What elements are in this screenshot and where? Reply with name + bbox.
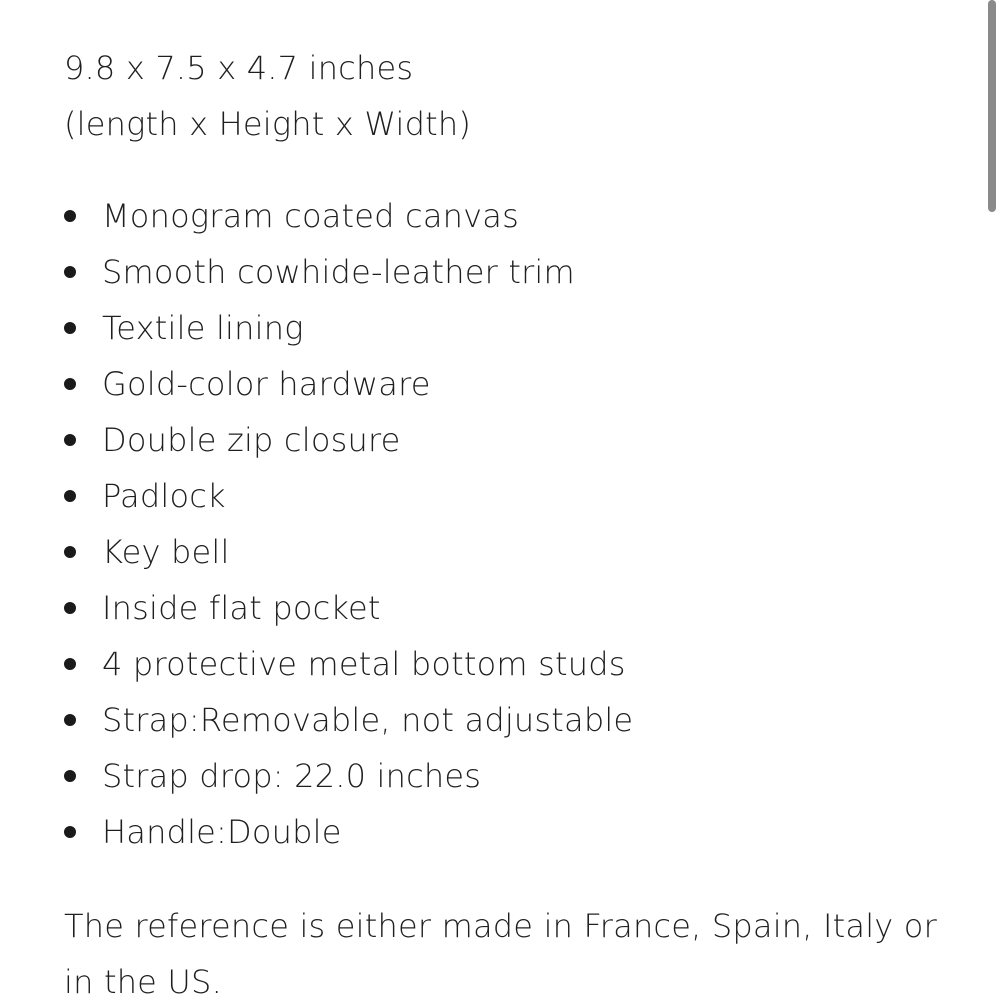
feature-label: Textile lining <box>102 309 304 347</box>
list-item <box>64 244 633 300</box>
list-item <box>64 524 633 580</box>
bullet-icon <box>64 714 76 726</box>
bullet-icon <box>64 602 76 614</box>
list-item <box>64 468 633 524</box>
bullet-icon <box>64 378 76 390</box>
list-item <box>64 636 633 692</box>
bullet-icon <box>64 434 76 446</box>
list-item <box>64 188 633 244</box>
feature-label: Handle:Double <box>102 813 342 851</box>
list-item <box>64 356 633 412</box>
scrollbar-thumb[interactable] <box>988 0 996 212</box>
list-item <box>64 804 633 860</box>
list-item <box>64 692 633 748</box>
feature-label: Double zip closure <box>102 421 401 459</box>
bullet-icon <box>64 490 76 502</box>
list-item <box>64 300 633 356</box>
feature-label: Padlock <box>102 477 226 515</box>
feature-label: Smooth cowhide-leather trim <box>102 253 575 291</box>
feature-list <box>64 188 633 860</box>
list-item <box>64 580 633 636</box>
list-item <box>64 748 633 804</box>
bullet-icon <box>64 770 76 782</box>
bullet-icon <box>64 210 76 222</box>
bullet-icon <box>64 322 76 334</box>
feature-label: Key bell <box>102 533 230 571</box>
origin-text: The reference is either made in France, Spain, Italy or in the US. <box>64 907 937 1000</box>
feature-label: Inside flat pocket <box>102 589 381 627</box>
feature-label: Monogram coated canvas <box>102 197 519 235</box>
bullet-icon <box>64 546 76 558</box>
bullet-icon <box>64 826 76 838</box>
bullet-icon <box>64 266 76 278</box>
list-item <box>64 412 633 468</box>
dimensions-order: (length x Height x Width) <box>64 105 472 143</box>
feature-label: Strap:Removable, not adjustable <box>102 701 634 739</box>
bullet-icon <box>64 658 76 670</box>
feature-label: 4 protective metal bottom studs <box>102 645 626 683</box>
dimensions-block <box>64 40 944 152</box>
feature-label: Strap drop: 22.0 inches <box>102 757 482 795</box>
dimensions-size: 9.8 x 7.5 x 4.7 inches <box>64 49 414 87</box>
feature-label: Gold-color hardware <box>102 365 431 403</box>
